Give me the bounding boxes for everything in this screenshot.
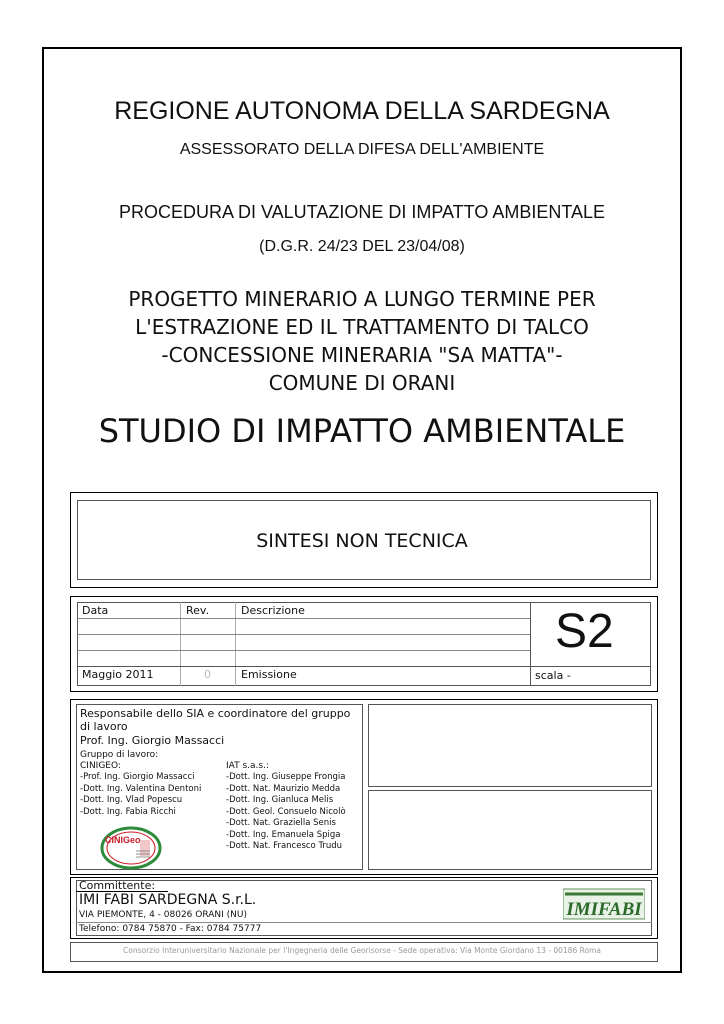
date-header: Data bbox=[82, 604, 109, 617]
dgr-reference: (D.G.R. 24/23 DEL 23/04/08) bbox=[259, 238, 465, 255]
table-rule bbox=[77, 650, 530, 651]
group-label: Gruppo di lavoro: bbox=[80, 750, 159, 760]
project-line: L'ESTRAZIONE ED IL TRATTAMENTO DI TALCO bbox=[135, 315, 589, 339]
member: -Dott. Ing. Emanuela Spiga bbox=[226, 829, 341, 840]
responsible-text: Responsabile dello SIA e coordinatore del gruppo bbox=[80, 707, 351, 720]
table-rule bbox=[77, 634, 530, 635]
blank-panel bbox=[368, 790, 652, 870]
document-code: S2 bbox=[555, 605, 614, 658]
imifabi-logo-icon bbox=[563, 888, 645, 920]
project-line: PROGETTO MINERARIO A LUNGO TERMINE PER bbox=[128, 287, 596, 311]
iat-members bbox=[226, 772, 346, 853]
client-rule bbox=[76, 922, 652, 923]
imifabi-logo bbox=[563, 888, 645, 920]
client-label: Committente: bbox=[79, 879, 156, 892]
member: -Prof. Ing. Giorgio Massacci bbox=[80, 772, 195, 782]
member: -Dott. Nat. Graziella Senis bbox=[226, 818, 336, 828]
row-rev: 0 bbox=[204, 668, 211, 681]
description-header: Descrizione bbox=[241, 604, 305, 617]
region-title: REGIONE AUTONOMA DELLA SARDEGNA bbox=[114, 97, 610, 125]
member: -Dott. Geol. Consuelo Nicolò bbox=[226, 806, 346, 817]
imifabi-logo-text: IMIFABI bbox=[566, 899, 642, 920]
cinigeo-title: CINIGEO: bbox=[80, 761, 121, 771]
cinigeo-logo bbox=[100, 826, 162, 870]
department-title: ASSESSORATO DELLA DIFESA DELL'AMBIENTE bbox=[179, 141, 545, 158]
member: -Dott. Ing. Valentina Dentoni bbox=[80, 783, 202, 794]
project-description bbox=[0, 285, 724, 397]
member: -Dott. Ing. Fabia Ricchi bbox=[80, 806, 176, 817]
cinigeo-members bbox=[80, 772, 201, 818]
iat-title: IAT s.a.s.: bbox=[226, 761, 269, 771]
table-divider bbox=[180, 602, 181, 686]
member: -Dott. Ing. Vlad Popescu bbox=[80, 795, 183, 805]
project-line: -CONCESSIONE MINERARIA "SA MATTA"- bbox=[161, 343, 563, 367]
row-date: Maggio 2011 bbox=[82, 668, 154, 681]
member: -Dott. Nat. Maurizio Medda bbox=[226, 783, 341, 794]
scale-label: scala - bbox=[535, 669, 571, 682]
table-rule bbox=[77, 666, 651, 667]
rev-header: Rev. bbox=[186, 604, 210, 617]
client-name: IMI FABI SARDEGNA S.r.L. bbox=[79, 892, 257, 908]
client-address: VIA PIEMONTE, 4 - 08026 ORANI (NU) bbox=[79, 910, 247, 920]
member: -Dott. Ing. Gianluca Melis bbox=[226, 795, 334, 805]
client-phone: Telefono: 0784 75870 - Fax: 0784 75777 bbox=[79, 924, 262, 934]
table-divider bbox=[530, 602, 531, 686]
responsible-name: Prof. Ing. Giorgio Massacci bbox=[80, 734, 225, 747]
table-rule bbox=[77, 618, 530, 619]
project-line: COMUNE DI ORANI bbox=[268, 371, 456, 395]
document-title: STUDIO DI IMPATTO AMBIENTALE bbox=[98, 412, 626, 450]
member: -Dott. Nat. Francesco Trudu bbox=[226, 841, 343, 851]
subtitle: SINTESI NON TECNICA bbox=[256, 530, 468, 552]
member: -Dott. Ing. Giuseppe Frongia bbox=[226, 772, 346, 782]
table-divider bbox=[235, 602, 236, 686]
footer-text: Consorzio Interuniversitario Nazionale per l'Ingegneria delle Georisorse - Sede operativa: Via Monte Giordano 13 - 00186 Roma bbox=[123, 946, 601, 955]
procedure-title: PROCEDURA DI VALUTAZIONE DI IMPATTO AMBIENTALE bbox=[118, 202, 606, 222]
cinigeo-logo-text: CINIGeo bbox=[105, 835, 141, 845]
responsible-text: di lavoro bbox=[80, 720, 128, 733]
row-description: Emissione bbox=[241, 668, 297, 681]
cinigeo-logo-icon bbox=[100, 826, 162, 870]
blank-panel bbox=[368, 704, 652, 787]
